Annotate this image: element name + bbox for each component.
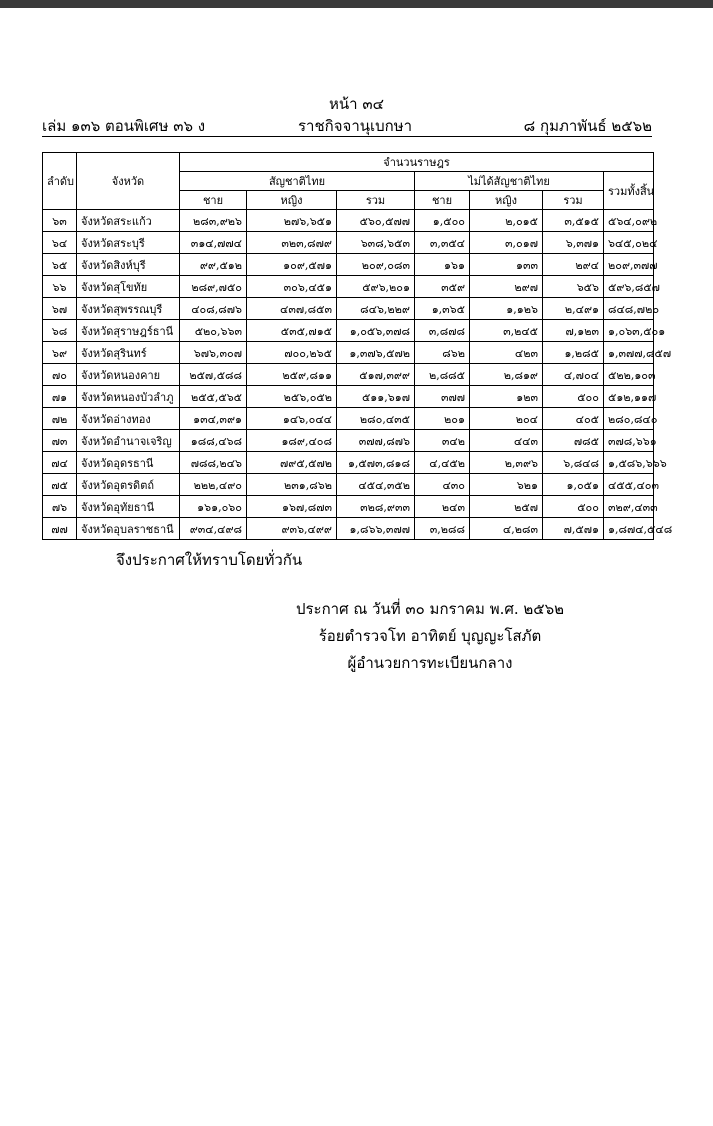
non-thai-total-cell: ๗,๕๗๑ [543,518,604,540]
thai-male-cell: ๔๐๘,๘๗๖ [180,298,247,320]
non-thai-female-cell: ๑๓๓ [470,254,543,276]
volume-info: เล่ม ๑๓๖ ตอนพิเศษ ๓๖ ง [42,117,206,135]
thai-total-cell: ๖๓๘,๖๕๓ [337,232,415,254]
table-row [43,298,654,320]
province-name-cell: จังหวัดอ่างทอง [77,408,180,430]
non-thai-male-cell: ๑,๕๐๐ [415,210,470,232]
row-index-cell: ๗๗ [43,518,77,540]
non-thai-female-cell: ๒,๐๑๕ [470,210,543,232]
non-thai-male-cell: ๑๖๑ [415,254,470,276]
non-thai-male-cell: ๓,๘๗๘ [415,320,470,342]
grand-total-cell: ๕๑๒,๑๑๗ [604,386,654,408]
grand-total-cell: ๒๘๐,๘๔๐ [604,408,654,430]
province-name-cell: จังหวัดสระแก้ว [77,210,180,232]
non-thai-total-cell: ๒,๔๙๑ [543,298,604,320]
non-thai-female-cell: ๒,๓๙๖ [470,452,543,474]
closing-statement: จึงประกาศให้ทราบโดยทั่วกัน [116,551,303,569]
grand-total-cell: ๓๒๙,๔๓๓ [604,496,654,518]
grand-total-cell: ๕๖๔,๐๙๒ [604,210,654,232]
thai-female-cell: ๒๕๙,๘๑๑ [247,364,337,386]
non-thai-male-cell: ๔๓๐ [415,474,470,496]
table-row [43,386,654,408]
row-index-cell: ๗๑ [43,386,77,408]
thai-total-header: รวม [337,191,415,210]
signatory-title: ผู้อำนวยการทะเบียนกลาง [347,654,513,672]
province-name-cell: จังหวัดอุดรธานี [77,452,180,474]
thai-nationality-header: สัญชาติไทย [180,172,415,191]
non-thai-total-cell: ๑,๐๕๑ [543,474,604,496]
signatory-name: ร้อยตำรวจโท อาทิตย์ บุญญะโสภัต [318,627,542,645]
thai-total-cell: ๕๙๖,๒๐๑ [337,276,415,298]
row-index-cell: ๗๕ [43,474,77,496]
province-name-cell: จังหวัดหนองบัวลำภู [77,386,180,408]
non-thai-female-cell: ๔,๒๘๓ [470,518,543,540]
thai-female-header: หญิง [247,191,337,210]
announcement-date: ประกาศ ณ วันที่ ๓๐ มกราคม พ.ศ. ๒๕๖๒ [295,600,565,618]
non-thai-total-header: รวม [543,191,604,210]
province-name-cell: จังหวัดอุตรดิตถ์ [77,474,180,496]
thai-male-cell: ๙๓๔,๔๙๘ [180,518,247,540]
table-row [43,518,654,540]
province-name-cell: จังหวัดสุพรรณบุรี [77,298,180,320]
non-thai-female-cell: ๔๔๓ [470,430,543,452]
thai-female-cell: ๙๓๖,๔๙๙ [247,518,337,540]
grand-total-cell: ๖๔๕,๐๒๔ [604,232,654,254]
row-index-cell: ๖๓ [43,210,77,232]
issue-date: ๘ กุมภาพันธ์ ๒๕๖๒ [523,117,652,135]
province-name-cell: จังหวัดสิงห์บุรี [77,254,180,276]
thai-female-cell: ๔๓๗,๘๕๓ [247,298,337,320]
non-thai-female-cell: ๓,๐๑๗ [470,232,543,254]
non-thai-male-cell: ๓๔๒ [415,430,470,452]
grand-total-cell: ๘๔๘,๗๒๐ [604,298,654,320]
non-thai-total-cell: ๑,๒๘๕ [543,342,604,364]
table-row [43,276,654,298]
thai-male-cell: ๕๒๐,๖๖๓ [180,320,247,342]
thai-total-cell: ๔๕๔,๓๕๒ [337,474,415,496]
non-thai-total-cell: ๖,๘๔๘ [543,452,604,474]
row-index-cell: ๖๔ [43,232,77,254]
grand-total-cell: ๑,๐๖๓,๕๐๑ [604,320,654,342]
grand-total-cell: ๕๒๒,๑๐๓ [604,364,654,386]
thai-male-cell: ๑๖๑,๐๖๐ [180,496,247,518]
non-thai-male-cell: ๒๔๓ [415,496,470,518]
non-thai-female-cell: ๒๕๗ [470,496,543,518]
thai-female-cell: ๑๔๖,๐๔๔ [247,408,337,430]
row-index-cell: ๖๕ [43,254,77,276]
thai-total-cell: ๑,๐๕๖,๓๗๘ [337,320,415,342]
top-bar [0,0,713,8]
non-thai-total-cell: ๕๐๐ [543,496,604,518]
thai-female-cell: ๒๗๖,๖๕๑ [247,210,337,232]
non-thai-female-cell: ๔๒๓ [470,342,543,364]
province-name-cell: จังหวัดสระบุรี [77,232,180,254]
row-index-cell: ๗๐ [43,364,77,386]
row-index-cell: ๗๖ [43,496,77,518]
non-thai-male-cell: ๓๗๗ [415,386,470,408]
non-thai-male-cell: ๓,๒๘๘ [415,518,470,540]
row-index-cell: ๗๔ [43,452,77,474]
thai-total-cell: ๒๐๙,๐๘๓ [337,254,415,276]
non-thai-total-cell: ๗๘๕ [543,430,604,452]
non-thai-female-header: หญิง [470,191,543,210]
non-thai-total-cell: ๔,๗๐๔ [543,364,604,386]
grand-total-cell: ๓๗๘,๖๖๑ [604,430,654,452]
non-thai-total-cell: ๓,๕๑๕ [543,210,604,232]
non-thai-female-cell: ๑๒๓ [470,386,543,408]
province-name-cell: จังหวัดสุราษฎร์ธานี [77,320,180,342]
thai-total-cell: ๑,๕๗๓,๘๑๘ [337,452,415,474]
table-row [43,496,654,518]
table-row [43,452,654,474]
non-thai-female-cell: ๓,๒๔๕ [470,320,543,342]
thai-male-cell: ๒๕๕,๕๖๕ [180,386,247,408]
non-thai-female-cell: ๒,๘๑๙ [470,364,543,386]
thai-female-cell: ๓๒๓,๘๗๙ [247,232,337,254]
thai-total-cell: ๕๑๑,๖๑๗ [337,386,415,408]
header-rule [42,136,652,137]
province-name-cell: จังหวัดอุบลราชธานี [77,518,180,540]
thai-female-cell: ๑๖๗,๘๗๓ [247,496,337,518]
non-thai-male-cell: ๓๕๙ [415,276,470,298]
province-name-cell: จังหวัดอำนาจเจริญ [77,430,180,452]
thai-female-cell: ๑๘๙,๔๐๘ [247,430,337,452]
population-table [42,152,673,540]
table-row [43,232,654,254]
grand-total-cell: ๕๙๖,๘๕๗ [604,276,654,298]
province-name-cell: จังหวัดอุทัยธานี [77,496,180,518]
thai-female-cell: ๒๕๖,๐๕๒ [247,386,337,408]
thai-total-cell: ๒๘๐,๔๓๕ [337,408,415,430]
grand-total-cell: ๑,๕๘๖,๖๖๖ [604,452,654,474]
non-thai-total-cell: ๔๐๕ [543,408,604,430]
thai-female-cell: ๓๐๖,๔๕๑ [247,276,337,298]
thai-total-cell: ๑,๓๗๖,๕๗๒ [337,342,415,364]
table-row [43,430,654,452]
non-thai-male-cell: ๒,๘๘๕ [415,364,470,386]
gazette-title: ราชกิจจานุเบกษา [298,117,413,135]
col-province-header: จังหวัด [77,153,180,210]
grand-total-header: รวมทั้งสิ้น [604,172,654,210]
thai-female-cell: ๕๓๕,๗๑๕ [247,320,337,342]
non-thai-total-cell: ๖๕๖ [543,276,604,298]
table-row [43,364,654,386]
thai-male-cell: ๗๘๘,๒๔๖ [180,452,247,474]
non-thai-female-cell: ๑,๑๒๖ [470,298,543,320]
thai-total-cell: ๓๒๘,๙๓๓ [337,496,415,518]
non-thai-male-cell: ๓,๓๕๔ [415,232,470,254]
row-index-cell: ๖๙ [43,342,77,364]
non-thai-male-cell: ๔,๔๕๒ [415,452,470,474]
non-thai-total-cell: ๒๙๔ [543,254,604,276]
thai-male-cell: ๒๘๙,๗๕๐ [180,276,247,298]
non-thai-male-header: ชาย [415,191,470,210]
row-index-cell: ๖๗ [43,298,77,320]
table-row [43,210,654,232]
row-index-cell: ๗๓ [43,430,77,452]
grand-total-cell: ๒๐๙,๓๗๗ [604,254,654,276]
thai-male-cell: ๙๙,๕๑๒ [180,254,247,276]
page-number: หน้า ๓๔ [329,95,384,113]
non-thai-female-cell: ๒๐๔ [470,408,543,430]
thai-total-cell: ๘๔๖,๒๒๙ [337,298,415,320]
table-row [43,342,654,364]
grand-total-cell: ๑,๘๗๔,๕๔๘ [604,518,654,540]
non-thai-total-cell: ๗,๑๒๓ [543,320,604,342]
row-index-cell: ๖๘ [43,320,77,342]
thai-total-cell: ๕๑๗,๓๙๙ [337,364,415,386]
thai-male-cell: ๑๓๔,๓๙๑ [180,408,247,430]
thai-male-cell: ๒๕๗,๕๘๘ [180,364,247,386]
col-index-header: ลำดับ [43,153,77,210]
table-row [43,320,654,342]
province-name-cell: จังหวัดหนองคาย [77,364,180,386]
thai-male-cell: ๑๘๘,๔๖๘ [180,430,247,452]
thai-female-cell: ๗๐๐,๒๖๕ [247,342,337,364]
non-thai-female-cell: ๒๙๗ [470,276,543,298]
table-row [43,254,654,276]
row-index-cell: ๖๖ [43,276,77,298]
non-thai-male-cell: ๘๖๒ [415,342,470,364]
table-row [43,474,654,496]
table-row [43,408,654,430]
non-thai-male-cell: ๑,๓๖๕ [415,298,470,320]
thai-female-cell: ๑๐๙,๕๗๑ [247,254,337,276]
non-thai-male-cell: ๒๐๑ [415,408,470,430]
thai-total-cell: ๓๗๗,๘๗๖ [337,430,415,452]
thai-male-cell: ๖๗๖,๓๐๗ [180,342,247,364]
non-thai-total-cell: ๕๐๐ [543,386,604,408]
thai-male-header: ชาย [180,191,247,210]
population-header: จำนวนราษฎร [180,153,654,172]
thai-male-cell: ๓๑๔,๗๗๔ [180,232,247,254]
row-index-cell: ๗๒ [43,408,77,430]
non-thai-header: ไม่ได้สัญชาติไทย [415,172,604,191]
grand-total-cell: ๑,๓๗๗,๘๕๗ [604,342,654,364]
province-name-cell: จังหวัดสุโขทัย [77,276,180,298]
thai-female-cell: ๗๙๕,๕๗๒ [247,452,337,474]
thai-total-cell: ๑,๘๖๖,๓๗๗ [337,518,415,540]
thai-total-cell: ๕๖๐,๕๗๗ [337,210,415,232]
non-thai-female-cell: ๖๒๑ [470,474,543,496]
grand-total-cell: ๔๕๕,๔๐๓ [604,474,654,496]
thai-female-cell: ๒๓๑,๘๖๒ [247,474,337,496]
province-name-cell: จังหวัดสุรินทร์ [77,342,180,364]
thai-male-cell: ๒๘๓,๙๒๖ [180,210,247,232]
thai-male-cell: ๒๒๒,๔๙๐ [180,474,247,496]
non-thai-total-cell: ๖,๓๗๑ [543,232,604,254]
